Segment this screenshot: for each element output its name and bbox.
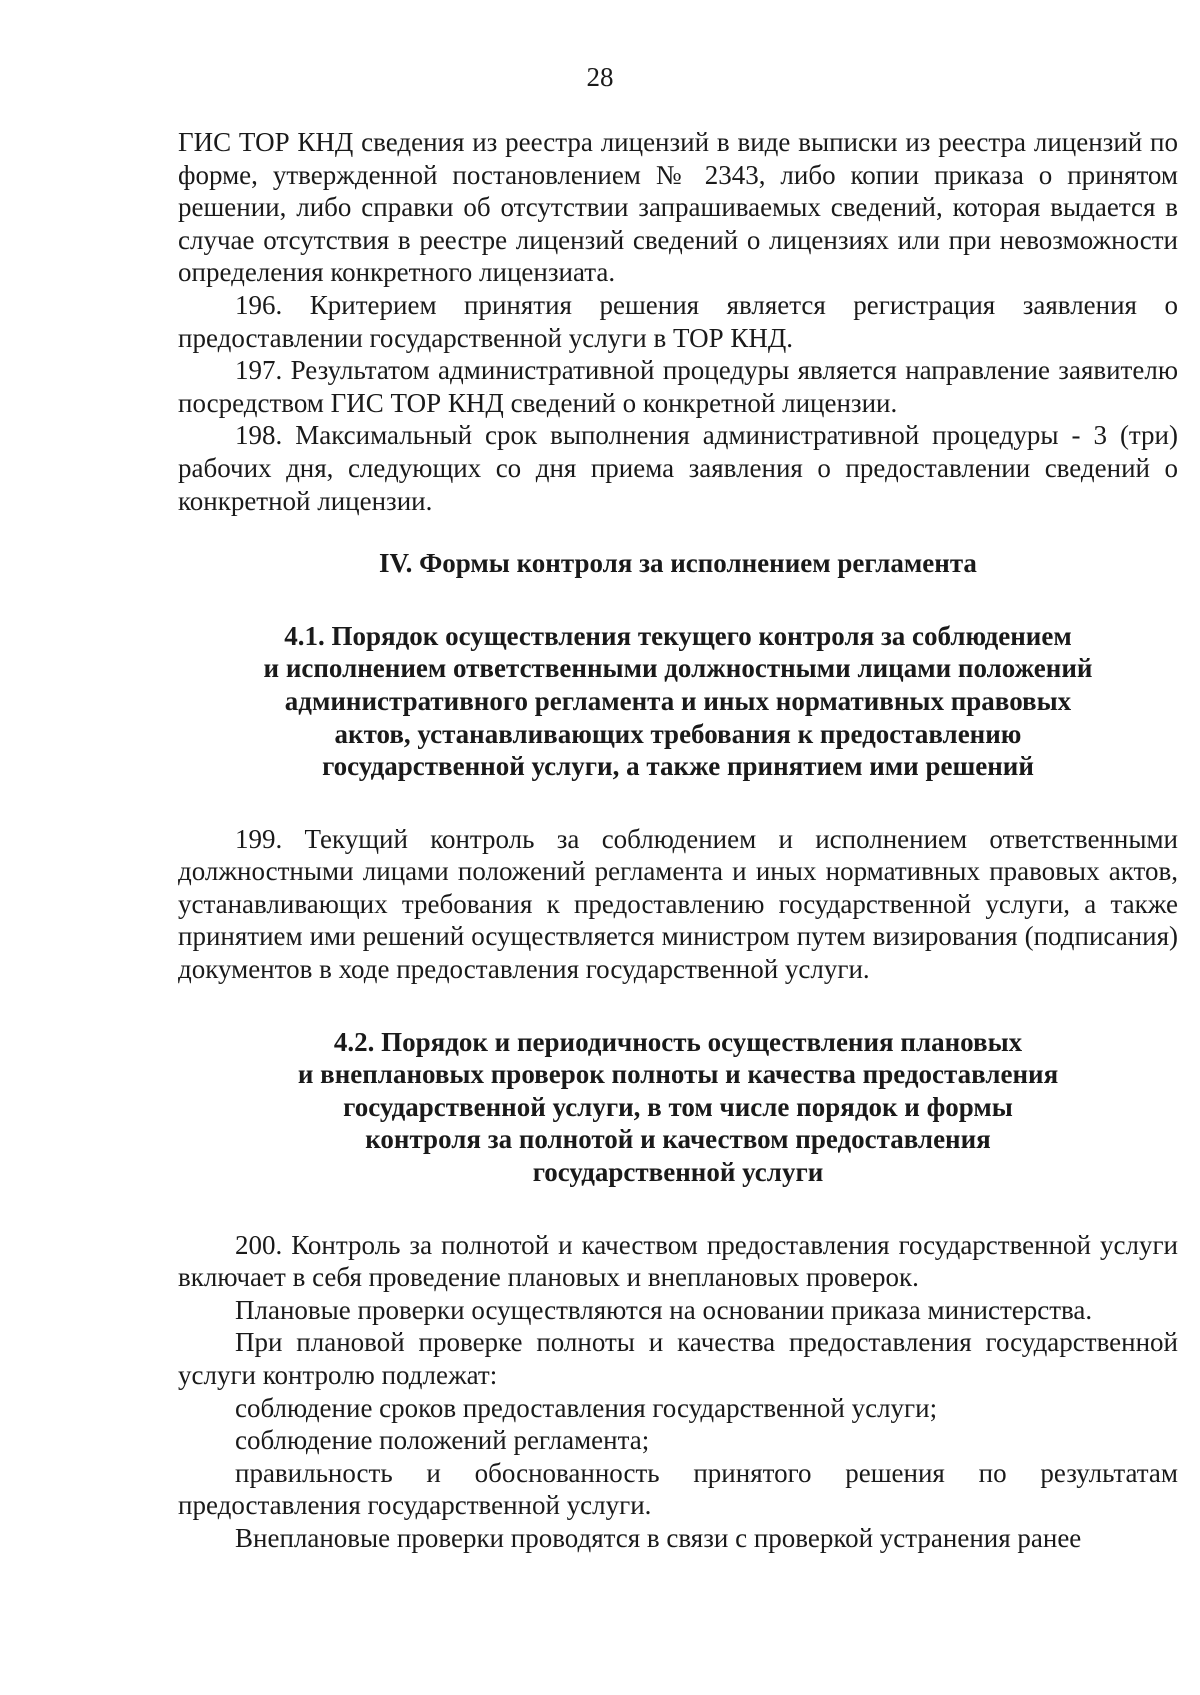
list-item-regulation: соблюдение положений регламента; xyxy=(235,1425,650,1456)
heading-line: 4.2. Порядок и периодичность осуществления плановых xyxy=(333,1026,1023,1057)
heading-line: государственной услуги, а также принятием ими решений xyxy=(322,751,1034,782)
section-heading-iv xyxy=(178,547,1178,580)
heading-line: и исполнением ответственными должностными лицами положений xyxy=(263,653,1093,684)
list-item-deadlines: соблюдение сроков предоставления государственной услуги; xyxy=(235,1392,938,1423)
paragraph-unplanned-checks: Внеплановые проверки проводятся в связи с проверкой устранения ранее xyxy=(235,1522,1082,1553)
heading-line: государственной услуги, в том числе порядок и формы xyxy=(343,1091,1013,1122)
subsection-heading-4-2 xyxy=(178,1026,1178,1189)
paragraph-196: 196. Критерием принятия решения является регистрация заявления о предоставлении государственной услуги в ТОР КНД. xyxy=(178,289,1178,353)
paragraph-200: 200. Контроль за полнотой и качеством предоставления государственной услуги включает в себя проведение плановых и внеплановых проверок. xyxy=(178,1229,1178,1293)
heading-line: и внеплановых проверок полноты и качества предоставления xyxy=(297,1059,1059,1090)
paragraph-intro: ГИС ТОР КНД сведения из реестра лицензий в виде выписки из реестра лицензий по форме, утвержденной постановлением № 2343, либо копии приказа о принятом решении, либо справки об отсутствии запрашиваемых сведений, которая выдается в случае отсутствия в реестре лицензий сведений о лицензиях или при невозможности определения конкретного лицензиата. xyxy=(178,127,1178,288)
paragraph-199: 199. Текущий контроль за соблюдением и исполнением ответственными должностными лицами положений регламента и иных нормативных правовых актов, устанавливающих требования к предоставлению государственной услуги, а также принятием ими решений осуществляется министром путем визирования (подписания) документов в ходе предоставления государственной услуги. xyxy=(178,823,1178,985)
document-body xyxy=(178,126,1178,1555)
list-item-decision: правильность и обоснованность принятого решения по результатам предоставления государственной услуги. xyxy=(178,1457,1178,1521)
subsection-heading-4-1 xyxy=(178,620,1178,783)
heading-line: IV. Формы контроля за исполнением регламента xyxy=(379,548,977,579)
page-number: 28 xyxy=(586,62,614,92)
heading-line: актов, устанавливающих требования к предоставлению xyxy=(334,718,1022,749)
paragraph-planned-scope: При плановой проверке полноты и качества предоставления государственной услуги контролю подлежат: xyxy=(178,1327,1178,1390)
heading-line: административного регламента и иных нормативных правовых xyxy=(284,685,1072,716)
paragraph-197: 197. Результатом административной процедуры является направление заявителю посредством ГИС ТОР КНД сведений о конкретной лицензии. xyxy=(178,355,1178,418)
heading-line: государственной услуги xyxy=(532,1157,824,1188)
paragraph-198: 198. Максимальный срок выполнения административной процедуры - 3 (три) рабочих дня, следующих со дня приема заявления о предоставлении сведений о конкретной лицензии. xyxy=(178,420,1178,516)
paragraph-planned-checks: Плановые проверки осуществляются на основании приказа министерства. xyxy=(235,1294,1093,1325)
heading-line: 4.1. Порядок осуществления текущего контроля за соблюдением xyxy=(284,620,1072,651)
heading-line: контроля за полнотой и качеством предоставления xyxy=(365,1124,991,1155)
